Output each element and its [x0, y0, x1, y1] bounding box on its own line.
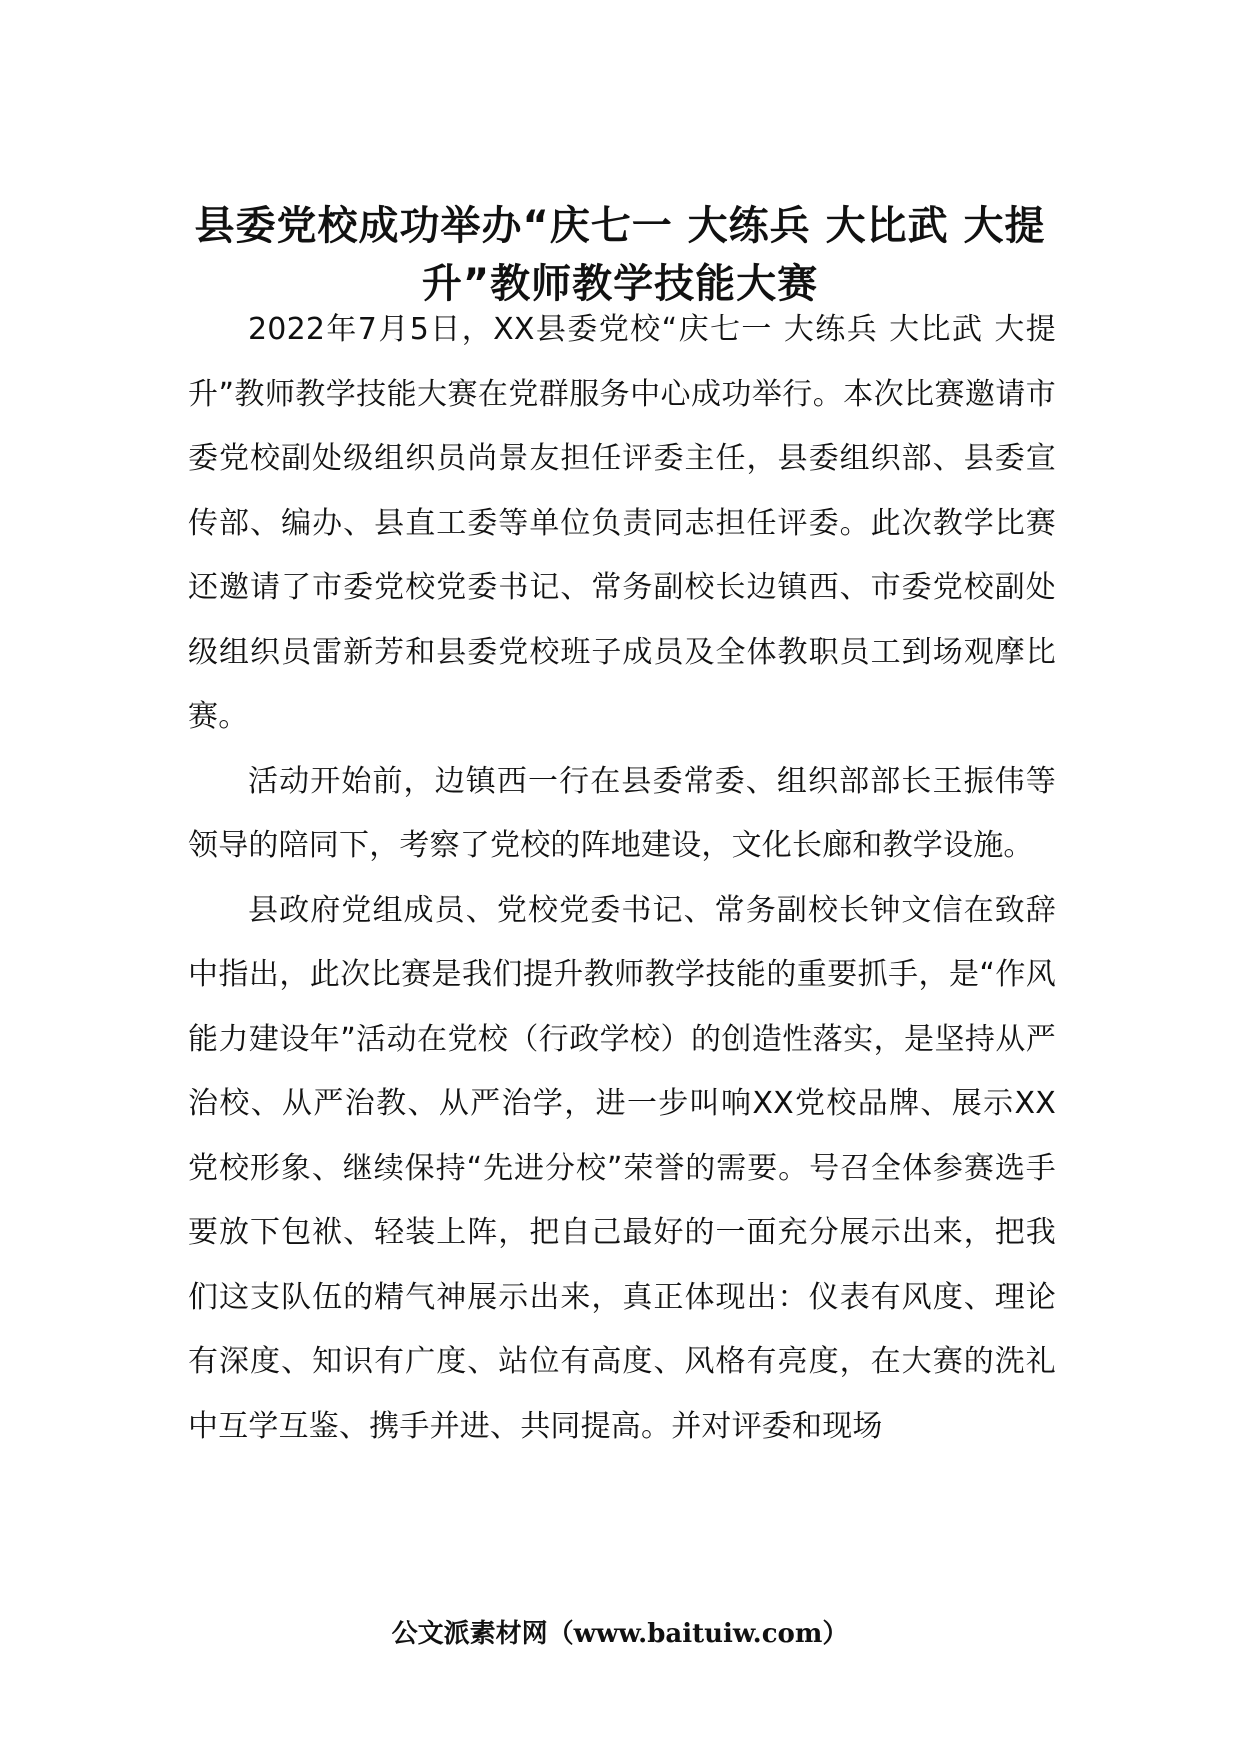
- paragraph: 县政府党组成员、党校党委书记、常务副校长钟文信在致辞中指出，此次比赛是我们提升教师教学技能的重要抓手，是“作风能力建设年”活动在党校（行政学校）的创造性落实，是坚持从严治校、从严治教、从严治学，进一步叫响XX党校品牌、展示XX党校形象、继续保持“先进分校”荣誉的需要。号召全体参赛选手要放下包袱、轻装上阵，把自己最好的一面充分展示出来，把我们这支队伍的精气神展示出来，真正体现出：仪表有风度、理论有深度、知识有广度、站位有高度、风格有亮度，在大赛的洗礼中互学互鉴、携手并进、共同提高。并对评委和现场: [188, 892, 1056, 1444]
- paragraph: 2022年7月5日，XX县委党校“庆七一 大练兵 大比武 大提升”教师教学技能大赛在党群服务中心成功举行。本次比赛邀请市委党校副处级组织员尚景友担任评委主任，县委组织部、县委宣传部、编办、县直工委等单位负责同志担任评委。此次教学比赛还邀请了市委党校党委书记、常务副校长边镇西、市委党校副处级组织员雷新芳和县委党校班子成员及全体教职员工到场观摩比赛。: [188, 312, 1056, 734]
- document-title: 县委党校成功举办“庆七一 大练兵 大比武 大提升”教师教学技能大赛: [194, 202, 1046, 307]
- footer-watermark: 公文派素材网（www.baituiw.com）: [391, 1619, 849, 1649]
- document-body: [188, 298, 1056, 1459]
- paragraph: 活动开始前，边镇西一行在县委常委、组织部部长王振伟等领导的陪同下，考察了党校的阵地建设，文化长廊和教学设施。: [188, 763, 1056, 863]
